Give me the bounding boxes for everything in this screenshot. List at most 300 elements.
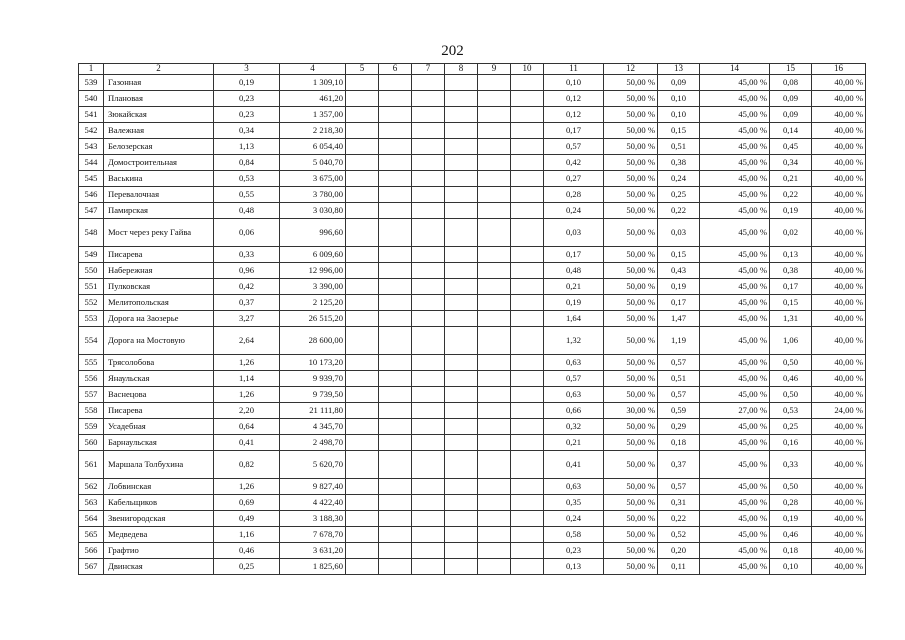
table-cell: 1,19	[658, 327, 700, 355]
table-cell	[511, 91, 544, 107]
table-cell: 555	[79, 355, 104, 371]
table-cell	[511, 107, 544, 123]
table-row	[79, 419, 866, 435]
table-cell	[379, 295, 412, 311]
table-cell: 539	[79, 75, 104, 91]
table-cell: 40,00 %	[812, 107, 866, 123]
table-cell: 0,51	[658, 139, 700, 155]
table-cell: 0,11	[658, 559, 700, 575]
table-cell: 40,00 %	[812, 91, 866, 107]
table-cell	[412, 139, 445, 155]
table-cell: 0,33	[770, 451, 812, 479]
table-cell	[445, 451, 478, 479]
table-cell	[412, 107, 445, 123]
table-cell	[412, 559, 445, 575]
table-cell	[379, 451, 412, 479]
table-cell	[511, 171, 544, 187]
street-name-cell: Двинская	[104, 559, 214, 575]
table-cell: 45,00 %	[700, 435, 770, 451]
table-cell	[412, 511, 445, 527]
table-cell	[346, 403, 379, 419]
table-cell: 563	[79, 495, 104, 511]
table-cell: 0,22	[658, 511, 700, 527]
table-cell: 0,23	[214, 91, 280, 107]
table-cell	[445, 279, 478, 295]
column-header: 11	[544, 64, 604, 75]
table-cell	[478, 511, 511, 527]
table-cell: 554	[79, 327, 104, 355]
table-cell: 0,69	[214, 495, 280, 511]
street-name-cell: Газонная	[104, 75, 214, 91]
table-cell: 0,46	[770, 527, 812, 543]
table-cell: 45,00 %	[700, 203, 770, 219]
table-cell: 0,48	[214, 203, 280, 219]
table-row	[79, 107, 866, 123]
table-cell: 40,00 %	[812, 559, 866, 575]
table-cell: 0,09	[770, 107, 812, 123]
table-row	[79, 387, 866, 403]
table-cell	[412, 435, 445, 451]
table-cell: 0,35	[544, 495, 604, 511]
table-cell: 560	[79, 435, 104, 451]
table-cell	[379, 107, 412, 123]
table-cell: 40,00 %	[812, 371, 866, 387]
table-cell: 3 188,30	[280, 511, 346, 527]
table-cell: 3 675,00	[280, 171, 346, 187]
table-cell	[379, 371, 412, 387]
table-cell: 548	[79, 219, 104, 247]
column-header: 1	[79, 64, 104, 75]
table-cell	[412, 219, 445, 247]
table-cell: 3 631,20	[280, 543, 346, 559]
table-cell: 50,00 %	[604, 263, 658, 279]
table-row	[79, 123, 866, 139]
table-cell	[511, 419, 544, 435]
table-cell	[478, 91, 511, 107]
table-cell: 0,06	[214, 219, 280, 247]
table-cell: 0,63	[544, 355, 604, 371]
table-cell: 553	[79, 311, 104, 327]
street-name-cell: Янаульская	[104, 371, 214, 387]
table-cell: 0,19	[770, 203, 812, 219]
table-cell: 50,00 %	[604, 327, 658, 355]
table-cell	[379, 327, 412, 355]
table-cell: 1 357,00	[280, 107, 346, 123]
table-cell: 0,49	[214, 511, 280, 527]
table-cell	[511, 263, 544, 279]
street-name-cell: Валежная	[104, 123, 214, 139]
table-cell: 10 173,20	[280, 355, 346, 371]
table-cell	[379, 527, 412, 543]
table-cell	[511, 75, 544, 91]
table-cell	[379, 91, 412, 107]
table-cell: 3,27	[214, 311, 280, 327]
table-cell	[478, 451, 511, 479]
table-cell: 45,00 %	[700, 355, 770, 371]
table-cell: 9 827,40	[280, 479, 346, 495]
table-cell: 0,25	[770, 419, 812, 435]
table-cell	[478, 171, 511, 187]
table-cell	[346, 107, 379, 123]
table-row	[79, 219, 866, 247]
table-cell	[412, 495, 445, 511]
table-cell: 45,00 %	[700, 75, 770, 91]
table-cell: 50,00 %	[604, 451, 658, 479]
table-row	[79, 327, 866, 355]
table-cell	[511, 187, 544, 203]
table-cell: 50,00 %	[604, 187, 658, 203]
table-cell	[379, 203, 412, 219]
table-cell: 45,00 %	[700, 219, 770, 247]
table-cell: 0,50	[770, 479, 812, 495]
table-cell: 565	[79, 527, 104, 543]
table-cell: 1,13	[214, 139, 280, 155]
table-cell: 40,00 %	[812, 263, 866, 279]
table-cell	[478, 371, 511, 387]
table-cell	[445, 543, 478, 559]
table-cell: 0,53	[770, 403, 812, 419]
table-cell	[379, 219, 412, 247]
table-cell: 24,00 %	[812, 403, 866, 419]
table-row	[79, 511, 866, 527]
table-cell: 1,26	[214, 355, 280, 371]
table-cell	[412, 543, 445, 559]
table-cell	[478, 435, 511, 451]
table-cell: 40,00 %	[812, 203, 866, 219]
table-cell: 1,47	[658, 311, 700, 327]
street-name-cell: Пулковская	[104, 279, 214, 295]
table-cell	[478, 123, 511, 139]
table-cell: 40,00 %	[812, 155, 866, 171]
column-header: 2	[104, 64, 214, 75]
table-cell: 0,14	[770, 123, 812, 139]
table-cell	[478, 187, 511, 203]
table-cell: 461,20	[280, 91, 346, 107]
table-cell: 551	[79, 279, 104, 295]
table-cell	[346, 171, 379, 187]
table-cell	[511, 279, 544, 295]
table-cell	[379, 559, 412, 575]
table-cell: 3 390,00	[280, 279, 346, 295]
table-cell	[346, 419, 379, 435]
table-cell: 0,52	[658, 527, 700, 543]
street-name-cell: Мост через реку Гайва	[104, 219, 214, 247]
table-cell	[478, 495, 511, 511]
table-cell	[478, 155, 511, 171]
table-cell: 2,64	[214, 327, 280, 355]
table-cell: 0,58	[544, 527, 604, 543]
table-cell: 0,43	[658, 263, 700, 279]
table-cell: 50,00 %	[604, 171, 658, 187]
table-cell: 0,13	[770, 247, 812, 263]
table-cell: 27,00 %	[700, 403, 770, 419]
table-cell: 1,31	[770, 311, 812, 327]
table-cell: 0,09	[658, 75, 700, 91]
table-cell	[379, 387, 412, 403]
table-cell	[445, 139, 478, 155]
table-row	[79, 91, 866, 107]
table-cell: 0,12	[544, 91, 604, 107]
table-cell: 0,31	[658, 495, 700, 511]
table-cell	[346, 91, 379, 107]
table-cell: 6 054,40	[280, 139, 346, 155]
table-cell: 546	[79, 187, 104, 203]
table-cell	[445, 559, 478, 575]
table-cell: 1,26	[214, 479, 280, 495]
table-cell: 45,00 %	[700, 247, 770, 263]
table-cell: 0,59	[658, 403, 700, 419]
table-cell: 50,00 %	[604, 527, 658, 543]
table-cell: 40,00 %	[812, 435, 866, 451]
street-name-cell: Набережная	[104, 263, 214, 279]
table-cell: 50,00 %	[604, 355, 658, 371]
table-cell: 45,00 %	[700, 295, 770, 311]
table-cell: 40,00 %	[812, 479, 866, 495]
table-cell: 545	[79, 171, 104, 187]
table-cell	[346, 511, 379, 527]
table-cell: 0,66	[544, 403, 604, 419]
table-cell: 50,00 %	[604, 495, 658, 511]
table-row	[79, 263, 866, 279]
table-cell	[412, 203, 445, 219]
table-cell	[478, 543, 511, 559]
table-cell: 2 125,20	[280, 295, 346, 311]
column-header: 14	[700, 64, 770, 75]
table-cell: 50,00 %	[604, 203, 658, 219]
table-cell: 0,34	[770, 155, 812, 171]
table-cell: 50,00 %	[604, 559, 658, 575]
table-cell: 0,34	[214, 123, 280, 139]
table-cell	[346, 247, 379, 263]
table-cell: 0,24	[544, 511, 604, 527]
table-cell	[346, 479, 379, 495]
table-cell	[511, 387, 544, 403]
table-cell: 0,50	[770, 387, 812, 403]
table-cell	[379, 187, 412, 203]
table-cell	[478, 263, 511, 279]
table-cell	[379, 543, 412, 559]
table-cell	[379, 479, 412, 495]
table-cell	[379, 355, 412, 371]
table-cell	[379, 139, 412, 155]
table-cell: 0,42	[544, 155, 604, 171]
table-cell	[478, 203, 511, 219]
table-row	[79, 203, 866, 219]
table-cell: 0,19	[770, 511, 812, 527]
table-cell: 0,48	[544, 263, 604, 279]
table-cell	[445, 263, 478, 279]
table-cell	[412, 279, 445, 295]
table-row	[79, 171, 866, 187]
table-cell: 50,00 %	[604, 543, 658, 559]
table-cell: 45,00 %	[700, 527, 770, 543]
table-cell	[511, 559, 544, 575]
table-cell	[511, 123, 544, 139]
table-cell: 0,18	[770, 543, 812, 559]
table-cell: 45,00 %	[700, 559, 770, 575]
table-cell: 50,00 %	[604, 75, 658, 91]
table-cell: 564	[79, 511, 104, 527]
table-cell	[445, 327, 478, 355]
table-cell	[511, 247, 544, 263]
table-cell: 0,29	[658, 419, 700, 435]
table-cell: 50,00 %	[604, 371, 658, 387]
street-name-cell: Кабельщиков	[104, 495, 214, 511]
table-cell	[445, 155, 478, 171]
table-cell	[478, 355, 511, 371]
table-cell: 45,00 %	[700, 543, 770, 559]
table-cell	[346, 123, 379, 139]
table-cell: 50,00 %	[604, 219, 658, 247]
table-cell	[478, 479, 511, 495]
table-cell	[412, 327, 445, 355]
table-cell: 0,45	[770, 139, 812, 155]
table-cell: 0,17	[544, 247, 604, 263]
street-name-cell: Домостроительная	[104, 155, 214, 171]
table-cell	[346, 155, 379, 171]
table-cell	[445, 187, 478, 203]
table-cell	[478, 311, 511, 327]
table-cell: 40,00 %	[812, 355, 866, 371]
table-cell: 50,00 %	[604, 435, 658, 451]
table-row	[79, 139, 866, 155]
table-cell: 0,23	[214, 107, 280, 123]
table-cell	[346, 187, 379, 203]
table-cell: 45,00 %	[700, 479, 770, 495]
table-cell: 0,03	[658, 219, 700, 247]
table-cell	[445, 419, 478, 435]
column-header: 4	[280, 64, 346, 75]
table-cell: 566	[79, 543, 104, 559]
table-cell: 544	[79, 155, 104, 171]
table-cell: 0,19	[544, 295, 604, 311]
street-name-cell: Дорога на Заозерье	[104, 311, 214, 327]
table-cell: 4 422,40	[280, 495, 346, 511]
table-cell: 0,27	[544, 171, 604, 187]
table-cell	[346, 527, 379, 543]
table-cell: 40,00 %	[812, 187, 866, 203]
table-cell	[511, 511, 544, 527]
street-name-cell: Усадебная	[104, 419, 214, 435]
table-cell: 0,57	[544, 371, 604, 387]
table-cell	[346, 203, 379, 219]
table-cell	[445, 107, 478, 123]
table-cell: 50,00 %	[604, 91, 658, 107]
table-cell: 28 600,00	[280, 327, 346, 355]
table-cell	[346, 295, 379, 311]
table-cell	[412, 187, 445, 203]
table-cell: 0,37	[214, 295, 280, 311]
table-cell: 996,60	[280, 219, 346, 247]
table-cell: 45,00 %	[700, 107, 770, 123]
table-cell: 540	[79, 91, 104, 107]
table-cell	[412, 91, 445, 107]
table-cell: 556	[79, 371, 104, 387]
table-cell	[379, 75, 412, 91]
table-row	[79, 479, 866, 495]
table-row	[79, 403, 866, 419]
table-cell: 557	[79, 387, 104, 403]
table-cell: 0,41	[544, 451, 604, 479]
table-cell: 0,08	[770, 75, 812, 91]
table-cell: 45,00 %	[700, 495, 770, 511]
street-name-cell: Писарева	[104, 403, 214, 419]
street-name-cell: Лобвинская	[104, 479, 214, 495]
street-name-cell: Барнаульская	[104, 435, 214, 451]
table-cell: 50,00 %	[604, 247, 658, 263]
table-cell	[346, 495, 379, 511]
table-cell: 2,20	[214, 403, 280, 419]
table-cell	[445, 75, 478, 91]
table-cell	[379, 123, 412, 139]
table-cell: 40,00 %	[812, 247, 866, 263]
table-cell	[511, 495, 544, 511]
table-cell: 0,84	[214, 155, 280, 171]
table-cell	[445, 527, 478, 543]
table-cell: 0,10	[658, 107, 700, 123]
table-cell: 0,25	[214, 559, 280, 575]
table-cell: 45,00 %	[700, 263, 770, 279]
table-cell	[346, 451, 379, 479]
table-cell: 0,13	[544, 559, 604, 575]
column-header: 8	[445, 64, 478, 75]
table-cell: 562	[79, 479, 104, 495]
table-cell: 0,09	[770, 91, 812, 107]
table-cell	[379, 155, 412, 171]
table-cell: 0,10	[658, 91, 700, 107]
table-cell	[445, 387, 478, 403]
table-cell: 12 996,00	[280, 263, 346, 279]
table-cell	[511, 311, 544, 327]
table-cell: 1,06	[770, 327, 812, 355]
table-cell: 0,63	[544, 479, 604, 495]
table-cell: 50,00 %	[604, 155, 658, 171]
table-cell: 567	[79, 559, 104, 575]
table-cell: 0,42	[214, 279, 280, 295]
table-body	[79, 64, 866, 575]
table-cell: 9 739,50	[280, 387, 346, 403]
table-cell: 0,63	[544, 387, 604, 403]
table-cell: 547	[79, 203, 104, 219]
table-cell: 0,38	[770, 263, 812, 279]
table-cell: 0,21	[770, 171, 812, 187]
table-cell: 0,16	[770, 435, 812, 451]
table-cell: 5 040,70	[280, 155, 346, 171]
table-cell	[379, 495, 412, 511]
table-cell	[478, 327, 511, 355]
table-row	[79, 311, 866, 327]
table-cell: 45,00 %	[700, 91, 770, 107]
table-cell: 3 030,80	[280, 203, 346, 219]
table-cell: 0,57	[658, 479, 700, 495]
street-name-cell: Звенигородская	[104, 511, 214, 527]
table-cell: 0,50	[770, 355, 812, 371]
table-row	[79, 371, 866, 387]
table-cell: 541	[79, 107, 104, 123]
table-cell: 1,26	[214, 387, 280, 403]
table-cell: 45,00 %	[700, 511, 770, 527]
table-cell	[445, 435, 478, 451]
table-cell: 40,00 %	[812, 75, 866, 91]
table-cell: 0,51	[658, 371, 700, 387]
table-cell	[412, 295, 445, 311]
table-cell: 40,00 %	[812, 123, 866, 139]
table-cell	[346, 543, 379, 559]
street-name-cell: Мелитопольская	[104, 295, 214, 311]
table-cell	[511, 435, 544, 451]
table-cell	[511, 371, 544, 387]
table-cell	[478, 247, 511, 263]
